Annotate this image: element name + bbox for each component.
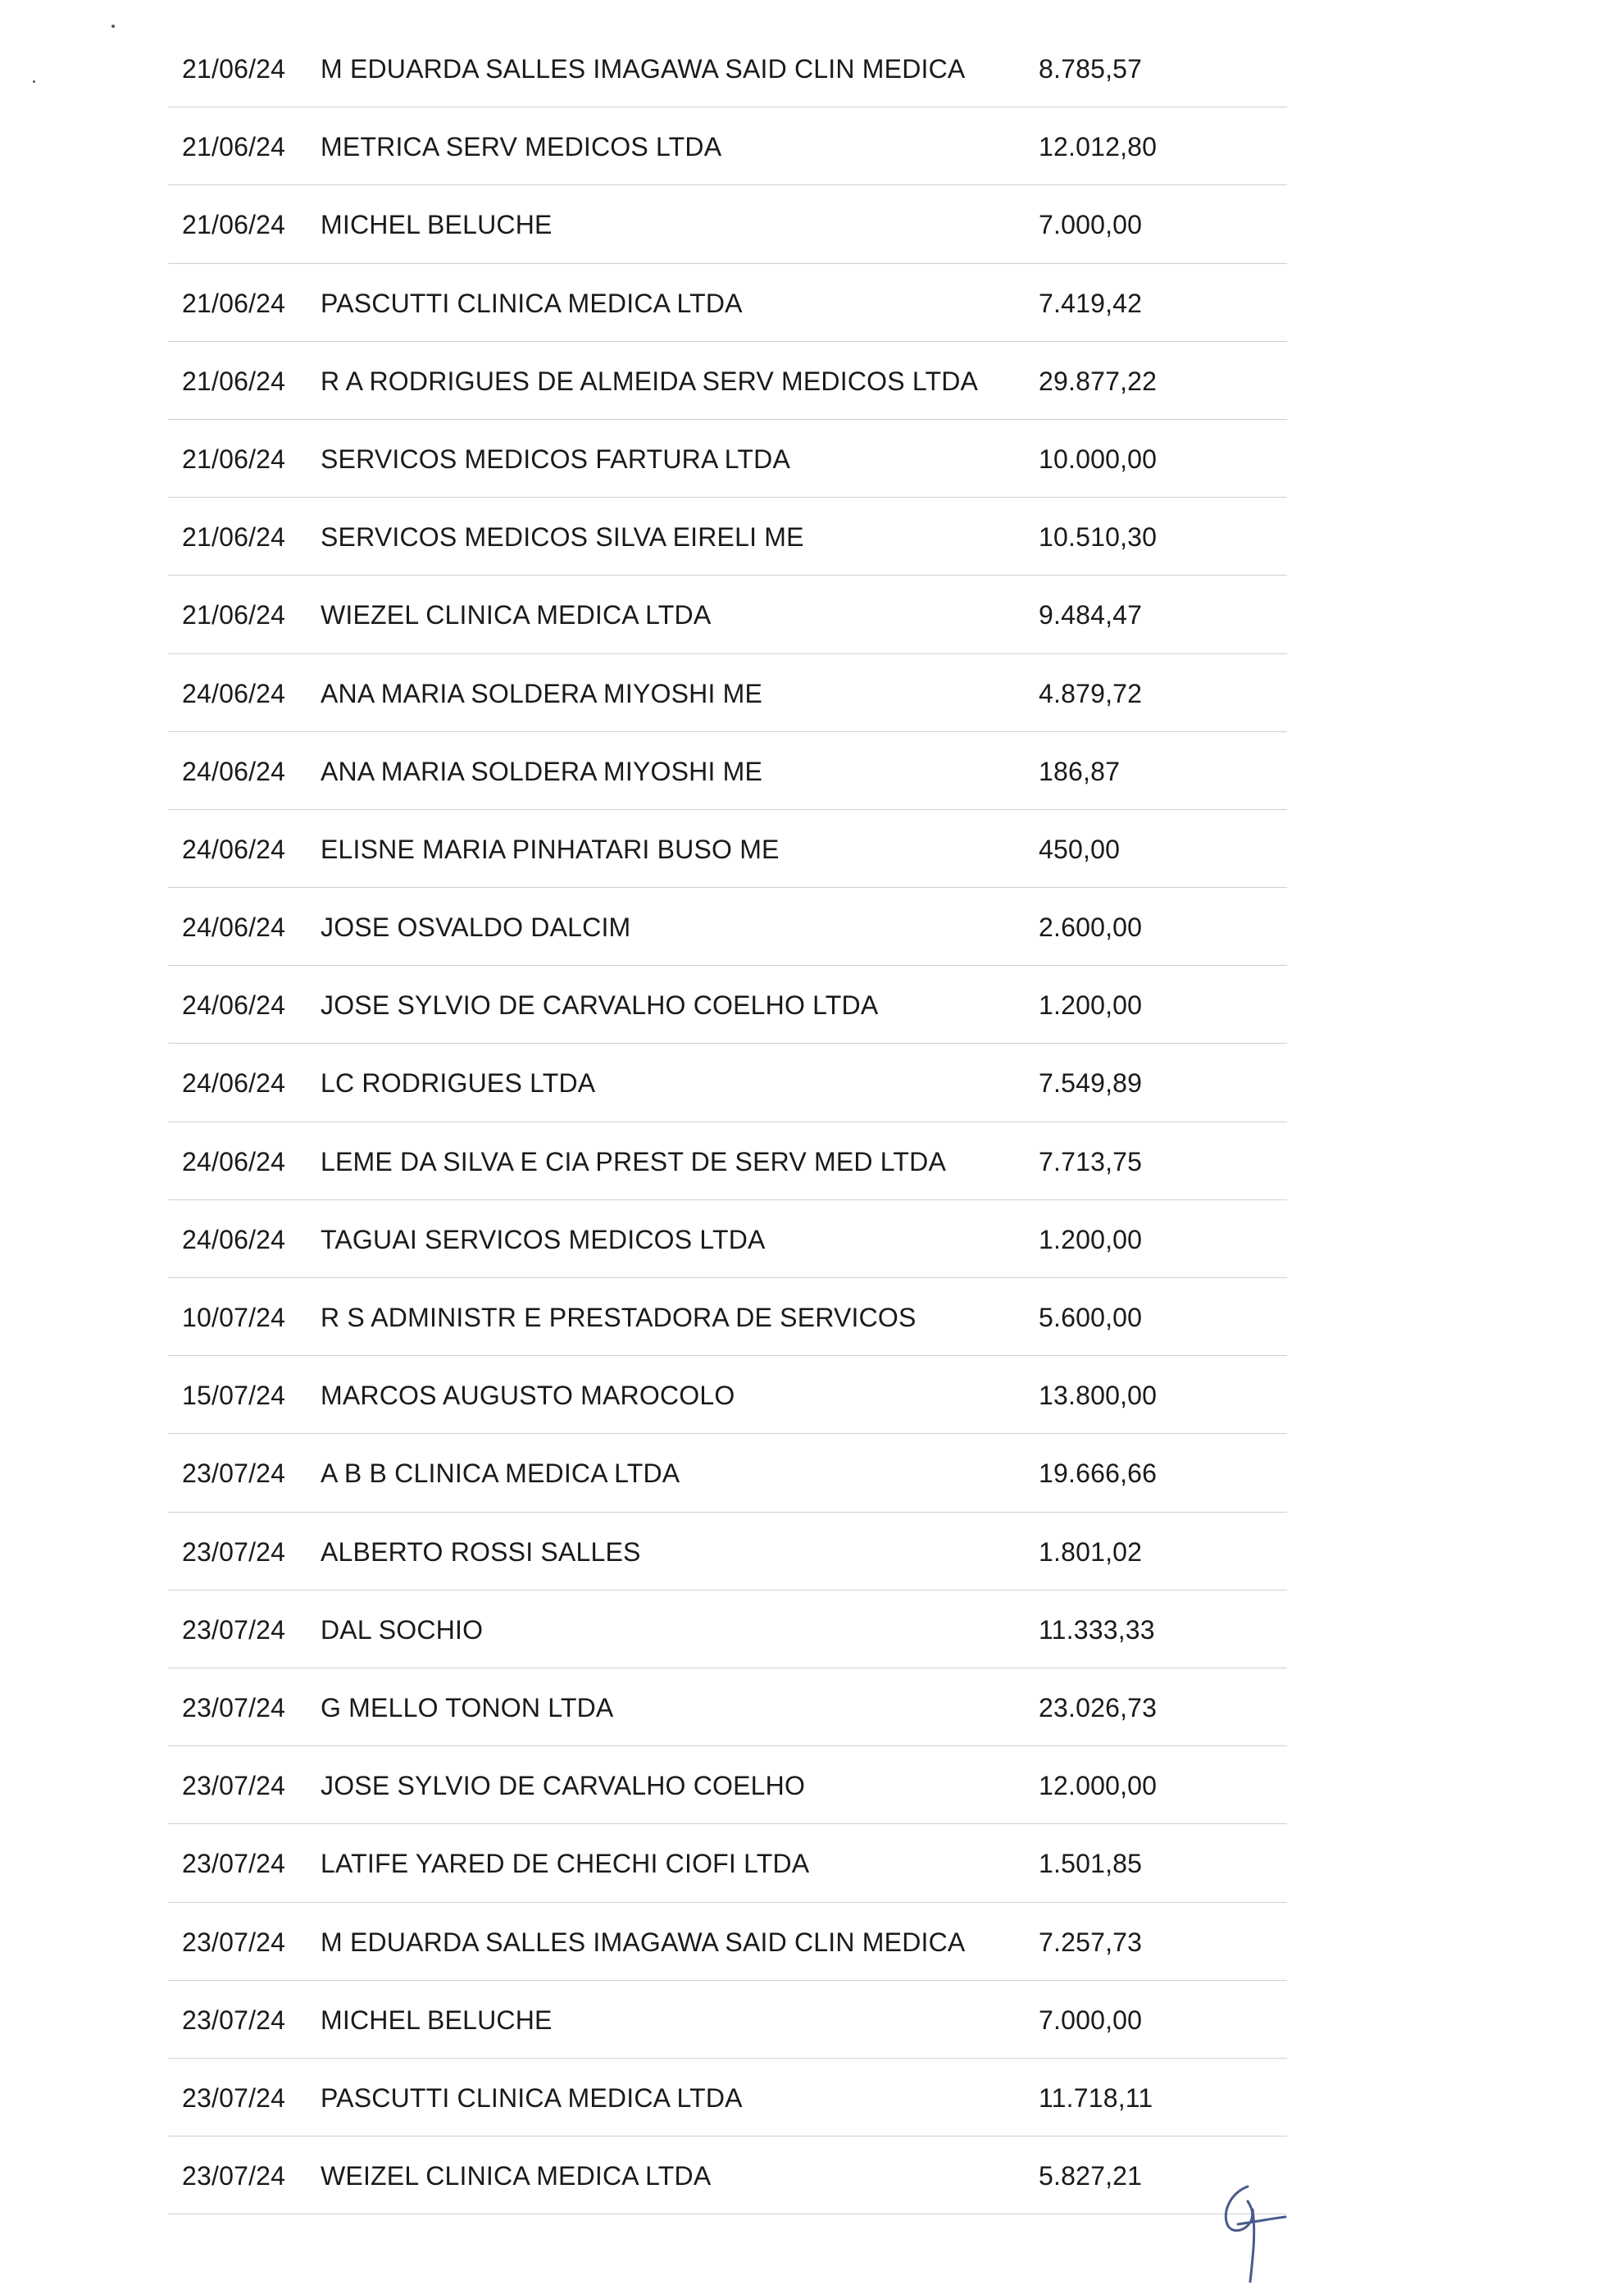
row-payee: METRICA SERV MEDICOS LTDA: [321, 132, 722, 162]
ledger-row: [168, 185, 1287, 263]
row-date: 21/06/24: [182, 288, 286, 318]
row-date: 24/06/24: [182, 1224, 286, 1254]
ledger-row: [168, 342, 1287, 420]
row-date: 23/07/24: [182, 1849, 286, 1879]
row-amount: 13.800,00: [1039, 1381, 1158, 1411]
row-payee: ELISNE MARIA PINHATARI BUSO ME: [321, 834, 780, 864]
row-amount: 4.879,72: [1039, 678, 1143, 708]
row-amount: 23.026,73: [1039, 1692, 1158, 1722]
row-amount: 10.000,00: [1039, 444, 1158, 474]
row-payee: DAL SOCHIO: [321, 1614, 484, 1645]
row-amount: 7.000,00: [1039, 2005, 1143, 2035]
row-date: 23/07/24: [182, 1771, 286, 1801]
row-amount: 12.000,00: [1039, 1771, 1158, 1801]
row-date: 24/06/24: [182, 834, 286, 864]
ledger-row: [168, 888, 1287, 966]
row-amount: 12.012,80: [1039, 132, 1158, 162]
row-amount: 11.333,33: [1039, 1614, 1155, 1645]
row-date: 24/06/24: [182, 1146, 286, 1176]
row-payee: WEIZEL CLINICA MEDICA LTDA: [321, 2161, 712, 2191]
ledger-row: [168, 654, 1287, 732]
row-amount: 29.877,22: [1039, 366, 1158, 396]
row-payee: R A RODRIGUES DE ALMEIDA SERV MEDICOS LTDA: [321, 366, 979, 396]
row-amount: 7.419,42: [1039, 288, 1143, 318]
ledger-row: [168, 1513, 1287, 1590]
ledger-row: [168, 1981, 1287, 2059]
row-payee: MICHEL BELUCHE: [321, 210, 553, 240]
row-date: 21/06/24: [182, 132, 286, 162]
row-date: 10/07/24: [182, 1303, 286, 1332]
row-payee: JOSE OSVALDO DALCIM: [321, 912, 631, 943]
row-amount: 1.501,85: [1039, 1849, 1143, 1879]
row-amount: 1.801,02: [1039, 1536, 1143, 1567]
row-payee: LATIFE YARED DE CHECHI CIOFI LTDA: [321, 1849, 810, 1879]
row-amount: 1.200,00: [1039, 990, 1143, 1021]
row-date: 21/06/24: [182, 444, 286, 474]
row-payee: PASCUTTI CLINICA MEDICA LTDA: [321, 2082, 743, 2113]
row-amount: 10.510,30: [1039, 522, 1158, 553]
row-amount: 8.785,57: [1039, 54, 1143, 84]
row-date: 23/07/24: [182, 1536, 286, 1567]
row-amount: 7.713,75: [1039, 1146, 1143, 1176]
row-payee: SERVICOS MEDICOS SILVA EIRELI ME: [321, 522, 804, 553]
row-payee: JOSE SYLVIO DE CARVALHO COELHO LTDA: [321, 990, 879, 1021]
row-amount: 7.000,00: [1039, 210, 1143, 240]
row-payee: A B B CLINICA MEDICA LTDA: [321, 1458, 680, 1489]
row-date: 21/06/24: [182, 54, 286, 84]
ledger-row: [168, 1356, 1287, 1434]
row-payee: LC RODRIGUES LTDA: [321, 1068, 596, 1099]
ledger-row: [168, 810, 1287, 888]
ledger-row: [168, 1903, 1287, 1981]
ledger-row: [168, 966, 1287, 1044]
row-amount: 19.666,66: [1039, 1458, 1158, 1489]
row-payee: G MELLO TONON LTDA: [321, 1692, 614, 1722]
row-date: 21/06/24: [182, 600, 286, 630]
row-date: 21/06/24: [182, 522, 286, 553]
payment-ledger: [168, 30, 1287, 2214]
row-date: 15/07/24: [182, 1381, 286, 1411]
row-date: 23/07/24: [182, 1614, 286, 1645]
row-date: 24/06/24: [182, 990, 286, 1021]
ledger-row: [168, 264, 1287, 342]
row-amount: 2.600,00: [1039, 912, 1143, 943]
ledger-row: [168, 1824, 1287, 1902]
ledger-row: [168, 1590, 1287, 1668]
row-amount: 9.484,47: [1039, 600, 1143, 630]
row-date: 21/06/24: [182, 210, 286, 240]
ledger-row: [168, 2137, 1287, 2214]
row-amount: 450,00: [1039, 834, 1121, 864]
handwritten-initial: [1205, 2177, 1287, 2283]
row-amount: 11.718,11: [1039, 2082, 1153, 2113]
row-amount: 7.549,89: [1039, 1068, 1143, 1099]
ledger-row: [168, 1044, 1287, 1122]
row-payee: ALBERTO ROSSI SALLES: [321, 1536, 641, 1567]
row-payee: SERVICOS MEDICOS FARTURA LTDA: [321, 444, 791, 474]
ledger-row: [168, 1122, 1287, 1200]
row-date: 24/06/24: [182, 756, 286, 786]
row-amount: 5.600,00: [1039, 1303, 1143, 1332]
row-date: 23/07/24: [182, 2082, 286, 2113]
ledger-row: [168, 1668, 1287, 1746]
ledger-row: [168, 107, 1287, 185]
row-date: 23/07/24: [182, 2161, 286, 2191]
ledger-row: [168, 576, 1287, 653]
row-date: 24/06/24: [182, 912, 286, 943]
row-date: 21/06/24: [182, 366, 286, 396]
row-amount: 5.827,21: [1039, 2161, 1143, 2191]
row-date: 24/06/24: [182, 1068, 286, 1099]
row-payee: LEME DA SILVA E CIA PREST DE SERV MED LTDA: [321, 1146, 947, 1176]
row-date: 24/06/24: [182, 678, 286, 708]
ledger-row: [168, 420, 1287, 498]
row-payee: M EDUARDA SALLES IMAGAWA SAID CLIN MEDICA: [321, 54, 966, 84]
row-payee: M EDUARDA SALLES IMAGAWA SAID CLIN MEDICA: [321, 1927, 966, 1957]
ledger-row: [168, 498, 1287, 576]
row-date: 23/07/24: [182, 1692, 286, 1722]
row-payee: MARCOS AUGUSTO MAROCOLO: [321, 1381, 735, 1411]
ledger-row: [168, 1200, 1287, 1278]
scan-speck: [33, 80, 35, 83]
row-date: 23/07/24: [182, 1458, 286, 1489]
ledger-row: [168, 1746, 1287, 1824]
row-date: 23/07/24: [182, 1927, 286, 1957]
row-payee: JOSE SYLVIO DE CARVALHO COELHO: [321, 1771, 806, 1801]
ledger-row: [168, 2059, 1287, 2137]
row-payee: PASCUTTI CLINICA MEDICA LTDA: [321, 288, 743, 318]
row-payee: MICHEL BELUCHE: [321, 2005, 553, 2035]
row-amount: 186,87: [1039, 756, 1121, 786]
ledger-row: [168, 732, 1287, 810]
row-payee: R S ADMINISTR E PRESTADORA DE SERVICOS: [321, 1303, 917, 1332]
row-amount: 7.257,73: [1039, 1927, 1143, 1957]
row-payee: ANA MARIA SOLDERA MIYOSHI ME: [321, 756, 763, 786]
row-amount: 1.200,00: [1039, 1224, 1143, 1254]
row-payee: WIEZEL CLINICA MEDICA LTDA: [321, 600, 712, 630]
ledger-row: [168, 1434, 1287, 1512]
row-payee: ANA MARIA SOLDERA MIYOSHI ME: [321, 678, 763, 708]
scan-speck: [111, 25, 115, 28]
ledger-row: [168, 30, 1287, 107]
row-date: 23/07/24: [182, 2005, 286, 2035]
ledger-row: [168, 1278, 1287, 1356]
row-payee: TAGUAI SERVICOS MEDICOS LTDA: [321, 1224, 766, 1254]
